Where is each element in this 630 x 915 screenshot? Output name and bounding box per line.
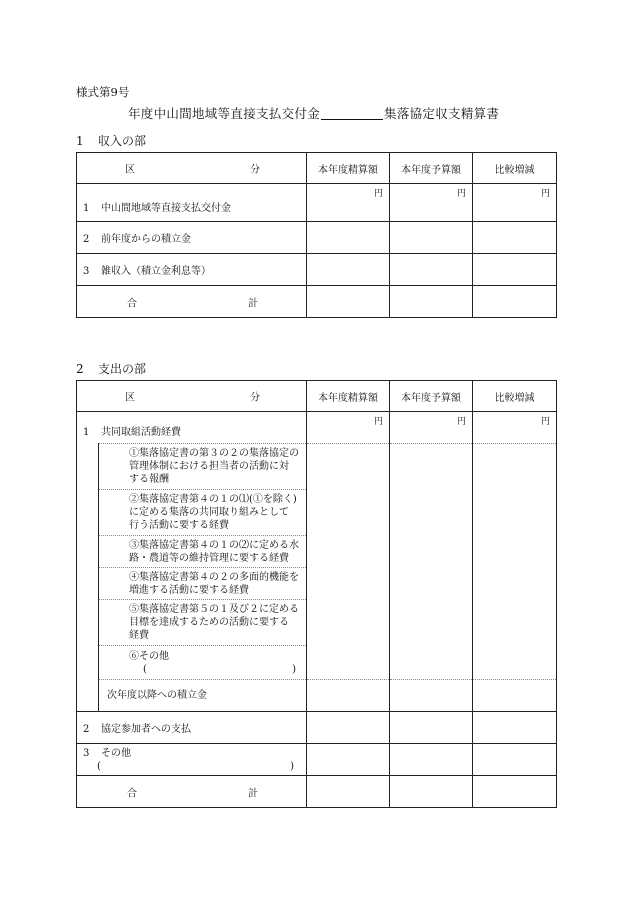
expense-row-1-settled: 円 <box>307 412 390 444</box>
income-row-1 <box>77 184 557 222</box>
income-total-budget <box>390 286 473 318</box>
expense-item-2-label: ②集落協定書第４の１の⑴(①を除く) に定める集落の共同取り組みとして 行う活動に要する経費 <box>99 490 307 536</box>
expense-row-3-settled <box>307 744 390 776</box>
expense-item-3-label: ③集落協定書第４の１の⑵に定める水 路・農道等の維持管理に要する経費 <box>99 536 307 568</box>
expense-total-label: 合 計 <box>77 776 307 808</box>
expense-items-settled <box>307 444 390 680</box>
income-table <box>76 152 557 318</box>
expense-row-2 <box>77 712 557 744</box>
title-suffix: 集落協定収支精算書 <box>384 106 500 121</box>
expense-row-1 <box>77 412 557 444</box>
expense-header-budget: 本年度予算額 <box>390 381 473 412</box>
income-section-number: 1 <box>76 134 84 148</box>
income-row-2-diff <box>473 222 557 254</box>
expense-row-2-budget <box>390 712 473 744</box>
income-total-label: 合 計 <box>77 286 307 318</box>
expense-items-diff <box>473 444 557 680</box>
income-total-settled <box>307 286 390 318</box>
expense-item-1-label: ①集落協定書の第３の２の集落協定の 管理体制における担当者の活動に対 する報酬 <box>99 444 307 490</box>
income-row-3 <box>77 254 557 286</box>
income-row-3-diff <box>473 254 557 286</box>
income-row-2 <box>77 222 557 254</box>
expense-carryover-settled <box>307 680 390 712</box>
income-section-title: 収入の部 <box>98 134 147 148</box>
expense-total-budget <box>390 776 473 808</box>
expense-section-heading <box>76 360 146 377</box>
income-row-2-label: 2 前年度からの積立金 <box>77 222 307 254</box>
expense-row-3-label: 3 その他 ( ) <box>77 744 307 776</box>
expense-header-kubun <box>77 381 307 412</box>
income-row-3-label: 3 雑収入（積立金利息等） <box>77 254 307 286</box>
income-row-1-label: 1 中山間地域等直接支払交付金 <box>77 184 307 222</box>
expense-row-1-budget: 円 <box>390 412 473 444</box>
expense-row-2-diff <box>473 712 557 744</box>
expense-row-3-diff <box>473 744 557 776</box>
income-section-heading <box>76 132 146 149</box>
expense-item-1 <box>77 444 557 490</box>
expense-table <box>76 380 557 808</box>
expense-header-settled: 本年度精算額 <box>307 381 390 412</box>
income-header-kubun-2: 分 <box>250 164 260 176</box>
income-row-1-budget: 円 <box>390 184 473 222</box>
expense-header-diff: 比較増減 <box>473 381 557 412</box>
income-header-settled: 本年度精算額 <box>307 153 390 184</box>
expense-header-kubun-2: 分 <box>250 392 260 404</box>
income-total-diff <box>473 286 557 318</box>
income-row-1-diff: 円 <box>473 184 557 222</box>
expense-item-5-label: ⑤集落協定書第５の１及び２に定める 目標を達成するための活動に要する 経費 <box>99 600 307 646</box>
expense-carryover-budget <box>390 680 473 712</box>
form-number: 様式第9号 <box>76 85 130 99</box>
title-prefix: 年度中山間地域等直接支払交付金 <box>128 106 321 121</box>
expense-item-6-label: ⑥その他 ( ) <box>99 646 307 680</box>
title-blank-line <box>321 107 383 120</box>
expense-header-row <box>77 381 557 412</box>
expense-carryover-row <box>77 680 557 712</box>
expense-items-budget <box>390 444 473 680</box>
income-header-kubun <box>77 153 307 184</box>
expense-row-2-label: 2 協定参加者への支払 <box>77 712 307 744</box>
income-header-budget: 本年度予算額 <box>390 153 473 184</box>
income-header-diff: 比較増減 <box>473 153 557 184</box>
expense-total-settled <box>307 776 390 808</box>
expense-row-3-budget <box>390 744 473 776</box>
income-row-2-settled <box>307 222 390 254</box>
expense-row-1-diff: 円 <box>473 412 557 444</box>
expense-total-row <box>77 776 557 808</box>
document-title <box>128 104 499 122</box>
income-header-kubun-1: 区 <box>125 164 135 176</box>
expense-row-1-label: 1 共同取組活動経費 <box>77 412 307 444</box>
income-row-3-settled <box>307 254 390 286</box>
income-header-row <box>77 153 557 184</box>
income-row-3-budget <box>390 254 473 286</box>
expense-section-number: 2 <box>76 362 84 376</box>
expense-item-4-label: ④集落協定書第４の２の多面的機能を 増進する活動に要する経費 <box>99 568 307 600</box>
income-row-2-budget <box>390 222 473 254</box>
income-row-1-settled: 円 <box>307 184 390 222</box>
expense-row-2-settled <box>307 712 390 744</box>
expense-section-title: 支出の部 <box>98 362 147 376</box>
expense-total-diff <box>473 776 557 808</box>
expense-carryover-label: 次年度以降への積立金 <box>99 680 307 712</box>
expense-header-kubun-1: 区 <box>125 392 135 404</box>
expense-row-3 <box>77 744 557 776</box>
expense-carryover-diff <box>473 680 557 712</box>
income-total-row <box>77 286 557 318</box>
